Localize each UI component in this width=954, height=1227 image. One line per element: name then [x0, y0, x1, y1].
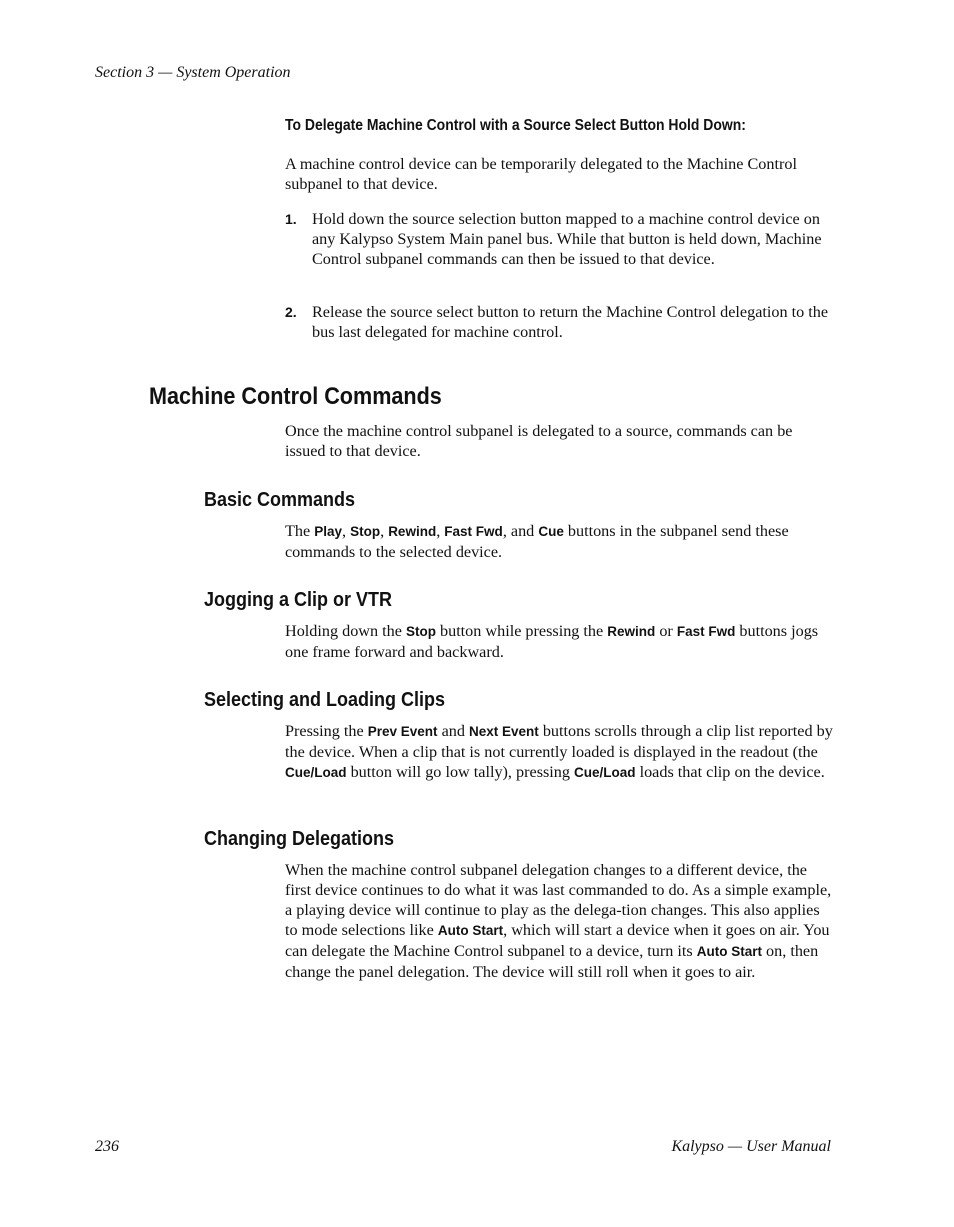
section-intro: Once the machine control subpanel is delegated to a source, commands can be issued to that device.	[285, 422, 793, 460]
auto-start-keyword: Auto Start	[437, 923, 504, 938]
step-text: Release the source select button to return the Machine Control delegation to the bus last delegated for machine control.	[312, 303, 829, 341]
jogging-heading: Jogging a Clip or VTR	[204, 589, 393, 611]
step-number: 1.	[285, 211, 297, 227]
fast-fwd-keyword: Fast Fwd	[676, 624, 736, 639]
procedure-intro: A machine control device can be temporarily delegated to the Machine Control subpanel to that device.	[285, 155, 797, 193]
changing-heading: Changing Delegations	[204, 828, 395, 850]
play-keyword: Play	[314, 524, 342, 539]
page-number: 236	[95, 1138, 119, 1155]
changing-paragraph: When the machine control subpanel delegation changes to a different device, the first device continues to do what it was last commanded to do. As a simple example, a playing device will continue to play as the delega-tion changes. This also applies to mode selections like Auto Start, which will start a device when it goes on air. You can delegate the Machine Control subpanel to a device, turn its Auto Start on, then change the panel delegation. The device will still roll when it goes to air.	[285, 861, 832, 981]
rewind-keyword: Rewind	[388, 524, 437, 539]
procedure-step-2	[285, 302, 833, 342]
next-event-keyword: Next Event	[469, 724, 539, 739]
procedure-step-1	[285, 209, 833, 269]
section-heading: Machine Control Commands	[149, 383, 442, 410]
selecting-paragraph: Pressing the Prev Event and Next Event buttons scrolls through a clip list reported by the device. When a clip that is not currently loaded is displayed in the readout (the Cue/Load button will go low tally), pressing Cue/Load loads that clip on the device.	[285, 722, 833, 781]
step-number: 2.	[285, 304, 297, 320]
selecting-heading: Selecting and Loading Clips	[204, 689, 446, 711]
basic-commands-heading: Basic Commands	[204, 489, 356, 511]
fast-fwd-keyword: Fast Fwd	[444, 524, 503, 539]
stop-keyword: Stop	[405, 624, 436, 639]
auto-start-keyword: Auto Start	[696, 944, 762, 959]
cue-load-keyword: Cue/Load	[285, 765, 347, 780]
cue-keyword: Cue	[538, 524, 564, 539]
basic-commands-paragraph: The Play, Stop, Rewind, Fast Fwd, and Cue buttons in the subpanel send these commands to the selected device.	[285, 522, 789, 561]
rewind-keyword: Rewind	[607, 624, 656, 639]
manual-title: Kalypso — User Manual	[671, 1138, 831, 1155]
procedure-title: To Delegate Machine Control with a Source Select Button Hold Down:	[285, 117, 746, 134]
stop-keyword: Stop	[350, 524, 381, 539]
prev-event-keyword: Prev Event	[367, 724, 438, 739]
step-text: Hold down the source selection button mapped to a machine control device on any Kalypso System Main panel bus. While that button is held down, Machine Control subpanel commands can then be issued to that device.	[312, 210, 822, 268]
jogging-paragraph: Holding down the Stop button while pressing the Rewind or Fast Fwd buttons jogs one frame forward and backward.	[285, 622, 819, 661]
cue-load-keyword: Cue/Load	[574, 765, 636, 780]
running-header: Section 3 — System Operation	[95, 64, 291, 81]
